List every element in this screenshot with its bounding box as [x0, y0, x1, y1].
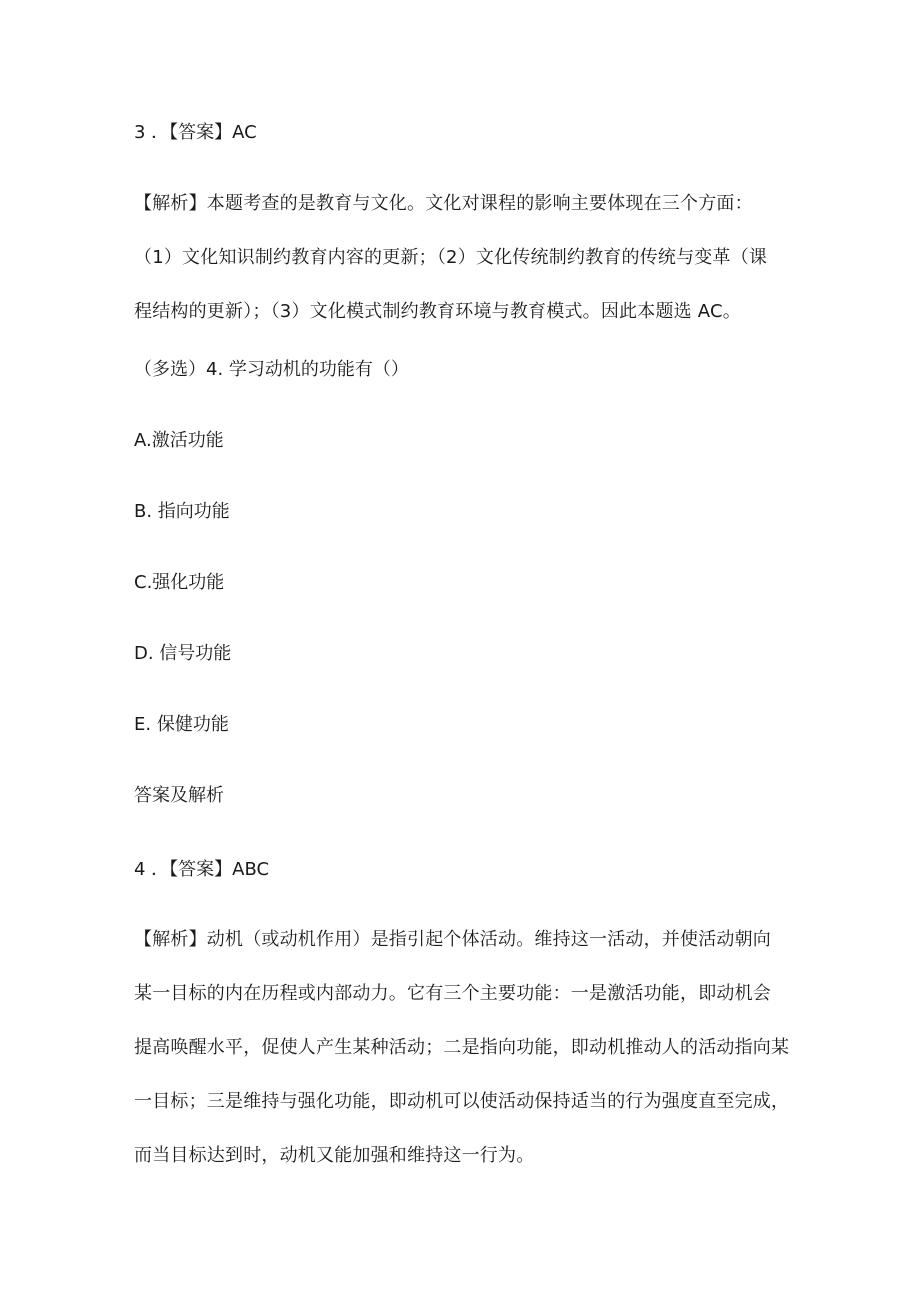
q4-question: （多选）4. 学习动机的功能有（）: [134, 359, 409, 380]
q4-answer: 4 ．【答案】ABC: [134, 859, 270, 880]
q4-option-d: D. 信号功能: [134, 643, 232, 664]
q3-answer: 3 ．【答案】AC: [134, 122, 257, 143]
q4-analysis-line: 而当目标达到时，动机又能加强和维持这一行为。: [134, 1145, 535, 1166]
q4-option-b: B. 指向功能: [134, 501, 230, 522]
q3-analysis-line: （1）文化知识制约教育内容的更新；（2）文化传统制约教育的传统与变革（课: [134, 247, 768, 268]
q4-analysis-line: 【解析】动机（或动机作用）是指引起个体活动。维持这一活动，并使活动朝向: [134, 929, 771, 950]
q4-option-c: C.强化功能: [134, 572, 225, 593]
q3-analysis-line: 【解析】本题考查的是教育与文化。文化对课程的影响主要体现在三个方面：: [134, 193, 753, 214]
q3-analysis-line: 程结构的更新）；（3）文化模式制约教育环境与教育模式。因此本题选 AC。: [134, 301, 741, 322]
q4-analysis-line: 某一目标的内在历程或内部动力。它有三个主要功能：一是激活功能，即动机会: [134, 983, 771, 1004]
q4-analysis-line: 一目标；三是维持与强化功能，即动机可以使活动保持适当的行为强度直至完成，: [134, 1091, 790, 1112]
q3-analysis: [134, 177, 794, 339]
q4-analysis-line: 提高唤醒水平，促使人产生某种活动；二是指向功能，即动机推动人的活动指向某: [134, 1037, 790, 1058]
q4-option-e: E. 保健功能: [134, 714, 229, 735]
q4-option-a: A.激活功能: [134, 430, 224, 451]
q4-analysis: [134, 913, 794, 1183]
answer-heading: 答案及解析: [134, 785, 224, 806]
